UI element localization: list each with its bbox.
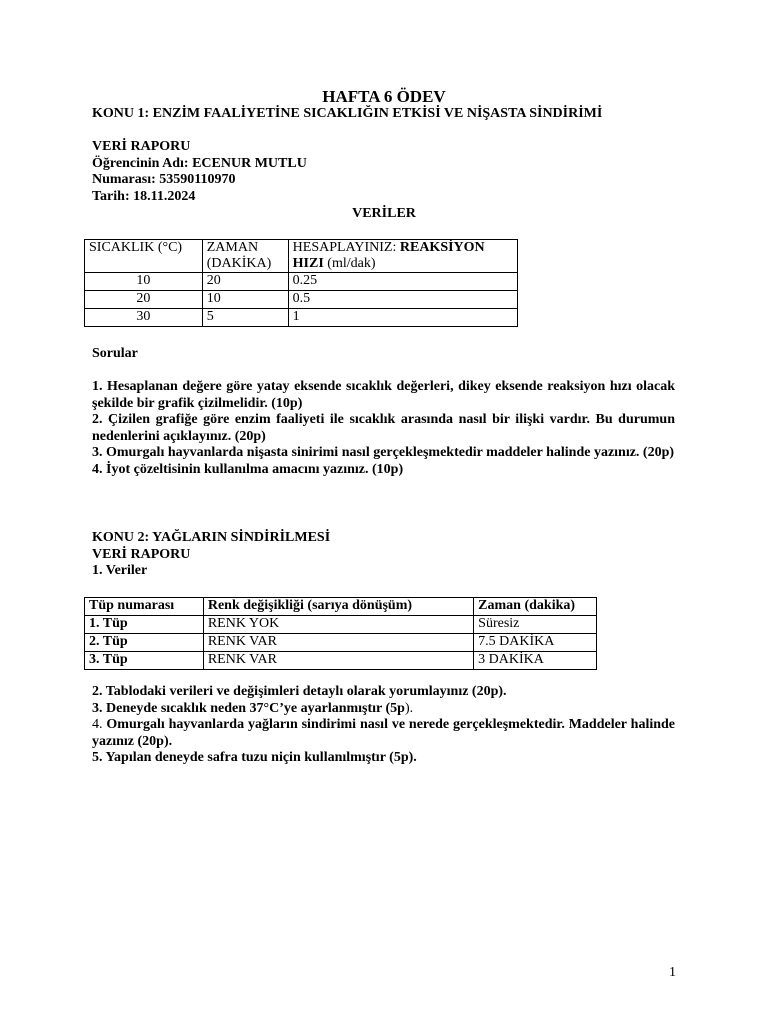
question-3: 3. Omurgalı hayvanlarda nişasta sinirimi nasıl gerçekleşmektedir maddeler halinde yazınız. (20p)	[92, 445, 675, 461]
header-time: Zaman (dakika)	[474, 598, 597, 616]
header-tube: Tüp numarası	[85, 598, 204, 616]
topic2-questions	[92, 684, 675, 767]
topic1-heading: KONU 1: ENZİM FAALİYETİNE SICAKLIĞIN ETKİSİ VE NİŞASTA SİNDİRİMİ	[92, 106, 603, 121]
header-temperature: SICAKLIK (°C)	[85, 240, 203, 273]
cell-time: 20	[202, 273, 288, 291]
question-4: 4. İyot çözeltisinin kullanılma amacını yazınız. (10p)	[92, 461, 404, 477]
table-row	[85, 634, 597, 652]
topic1-report-block	[92, 139, 307, 205]
cell-rate: 0.25	[288, 273, 517, 291]
cell-temperature: 10	[85, 273, 203, 291]
topic2-heading: KONU 2: YAĞLARIN SİNDİRİLMESİ	[92, 530, 331, 545]
header-reaction-rate: HESAPLAYINIZ: REAKSİYON HIZI (ml/dak)	[288, 240, 517, 273]
topic2-question-5: 5. Yapılan deneyde safra tuzu niçin kullanılmıştır (5p).	[92, 750, 417, 766]
topic2-report-title: VERİ RAPORU	[92, 546, 191, 562]
cell-tube: 3. Tüp	[85, 652, 204, 670]
table-row	[85, 652, 597, 670]
question-1: 1. Hesaplanan değere göre yatay eksende sıcaklık değerleri, dikey eksende reaksiyon hızı olacak şekilde bir grafik çizilmelidir. (10p)	[92, 379, 675, 411]
cell-tube: 1. Tüp	[85, 616, 204, 634]
questions-title: Sorular	[92, 346, 138, 361]
cell-time: Süresiz	[474, 616, 597, 634]
topic1-questions	[92, 379, 675, 479]
topic2-header-block	[92, 530, 330, 580]
table-header-row	[85, 598, 597, 616]
reaction-rate-table	[84, 239, 518, 327]
question-2: 2. Çizilen grafiğe göre enzim faaliyeti ile sıcaklık arasında nasıl bir ilişki vardır. Bu durumun nedenlerini açıklayınız. (20p)	[92, 412, 675, 444]
report-title: VERİ RAPORU	[92, 139, 191, 154]
cell-tube: 2. Tüp	[85, 634, 204, 652]
student-number: Numarası: 53590110970	[92, 172, 236, 188]
fat-digestion-table	[84, 597, 597, 670]
report-date: Tarih: 18.11.2024	[92, 188, 196, 204]
student-name: Öğrencinin Adı: ECENUR MUTLU	[92, 155, 307, 171]
page-title: HAFTA 6 ÖDEV	[322, 87, 446, 106]
cell-time: 10	[202, 291, 288, 309]
cell-time: 3 DAKİKA	[474, 652, 597, 670]
header-time: ZAMAN (DAKİKA)	[202, 240, 288, 273]
cell-temperature: 20	[85, 291, 203, 309]
table-row	[85, 309, 518, 327]
cell-color-change: RENK VAR	[203, 634, 473, 652]
topic2-data-title: 1. Veriler	[92, 563, 148, 579]
header-color-change: Renk değişikliği (sarıya dönüşüm)	[203, 598, 473, 616]
topic2-question-3: 3. Deneyde sıcaklık neden 37°C’ye ayarlanmıştır (5p).	[92, 700, 414, 716]
table-row	[85, 616, 597, 634]
page-number: 1	[669, 965, 676, 980]
cell-color-change: RENK YOK	[203, 616, 473, 634]
table-header-row	[85, 240, 518, 273]
cell-color-change: RENK VAR	[203, 652, 473, 670]
topic2-question-2: 2. Tablodaki verileri ve değişimleri detaylı olarak yorumlayınız (20p).	[92, 684, 507, 699]
topic2-question-4: 4. Omurgalı hayvanlarda yağların sindirimi nasıl ve nerede gerçekleşmektedir. Maddeler halinde yazınız (20p).	[92, 717, 676, 749]
cell-rate: 0.5	[288, 291, 517, 309]
cell-rate: 1	[288, 309, 517, 327]
cell-temperature: 30	[85, 309, 203, 327]
data-title: VERİLER	[352, 206, 416, 221]
table-row	[85, 291, 518, 309]
cell-time: 5	[202, 309, 288, 327]
table-row	[85, 273, 518, 291]
cell-time: 7.5 DAKİKA	[474, 634, 597, 652]
